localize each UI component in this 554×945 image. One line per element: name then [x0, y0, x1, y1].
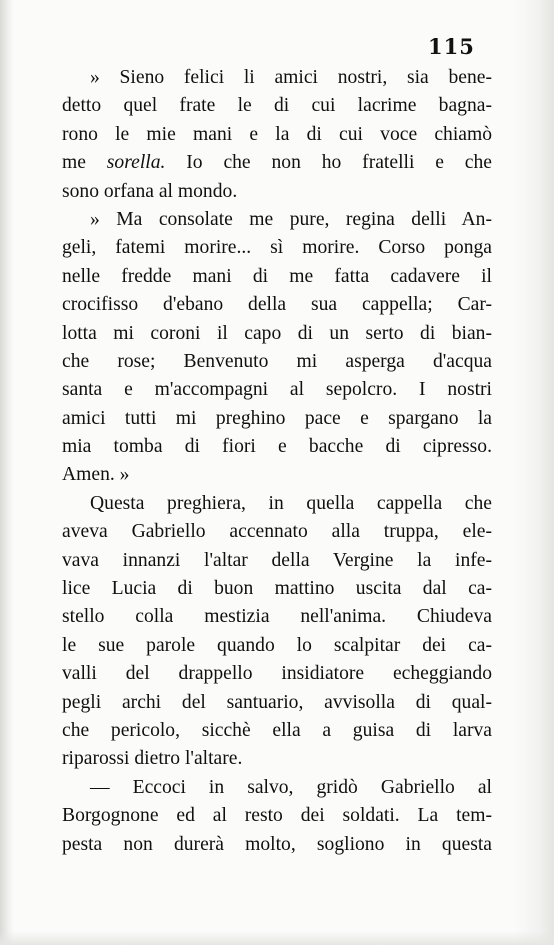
text-line: crocifisso d'ebano della sua cappella; Car- — [62, 294, 492, 316]
text-line: mia tomba di fiori e bacche di cipresso. — [62, 436, 492, 458]
text-line: pegli archi del santuario, avvisolla di qual- — [62, 691, 492, 713]
text-line: rono le mie mani e la di cui voce chiamò — [62, 123, 492, 145]
text-line: amici tutti mi preghino pace e spargano la — [62, 407, 492, 429]
text-line: detto quel frate le di cui lacrime bagna- — [62, 95, 492, 117]
text-line: Questa preghiera, in quella cappella che — [90, 492, 492, 514]
text-line: che rose; Benvenuto mi asperga d'acqua — [62, 350, 492, 372]
text-line: lice Lucia di buon mattino uscita dal ca- — [62, 578, 492, 600]
text-line: » Ma consolate me pure, regina delli An- — [90, 208, 492, 230]
text-line: pesta non durerà molto, sogliono in questa — [62, 833, 492, 855]
body-text — [62, 64, 492, 859]
text-line: geli, fatemi morire... sì morire. Corso ponga — [62, 237, 492, 259]
text-line: stello colla mestizia nell'anima. Chiudeva — [62, 606, 492, 628]
text-line: valli del drappello insidiatore echeggiando — [62, 663, 492, 685]
page-bottom-shadow — [0, 931, 554, 945]
page-number: 115 — [428, 34, 475, 59]
text-line: nelle fredde mani di me fatta cadavere il — [62, 265, 492, 287]
text-line: vava innanzi l'altar della Vergine la infe- — [62, 549, 492, 571]
text-line: che pericolo, sicchè ella a guisa di larva — [62, 719, 492, 741]
text-line: me sorella. Io che non ho fratelli e che — [62, 152, 492, 174]
text-line: » Sieno felici li amici nostri, sia bene- — [90, 67, 492, 88]
text-line: Amen. » — [62, 464, 130, 486]
text-line: lotta mi coroni il capo di un serto di bian- — [62, 322, 492, 344]
text-line: — Eccoci in salvo, gridò Gabriello al — [90, 776, 492, 798]
text-line: santa e m'accompagni al sepolcro. I nostri — [62, 379, 492, 401]
page-right-shadow — [514, 0, 554, 945]
text-line: le sue parole quando lo scalpitar dei ca- — [62, 634, 492, 656]
text-line: sono orfana al mondo. — [62, 180, 238, 202]
text-line: riparossi dietro l'altare. — [62, 748, 243, 770]
page-left-shadow — [0, 0, 14, 945]
text-line: Borgognone ed al resto dei soldati. La tem- — [62, 805, 492, 827]
text-line: aveva Gabriello accennato alla truppa, ele- — [62, 521, 492, 543]
italic-word: sorella. — [106, 152, 166, 174]
